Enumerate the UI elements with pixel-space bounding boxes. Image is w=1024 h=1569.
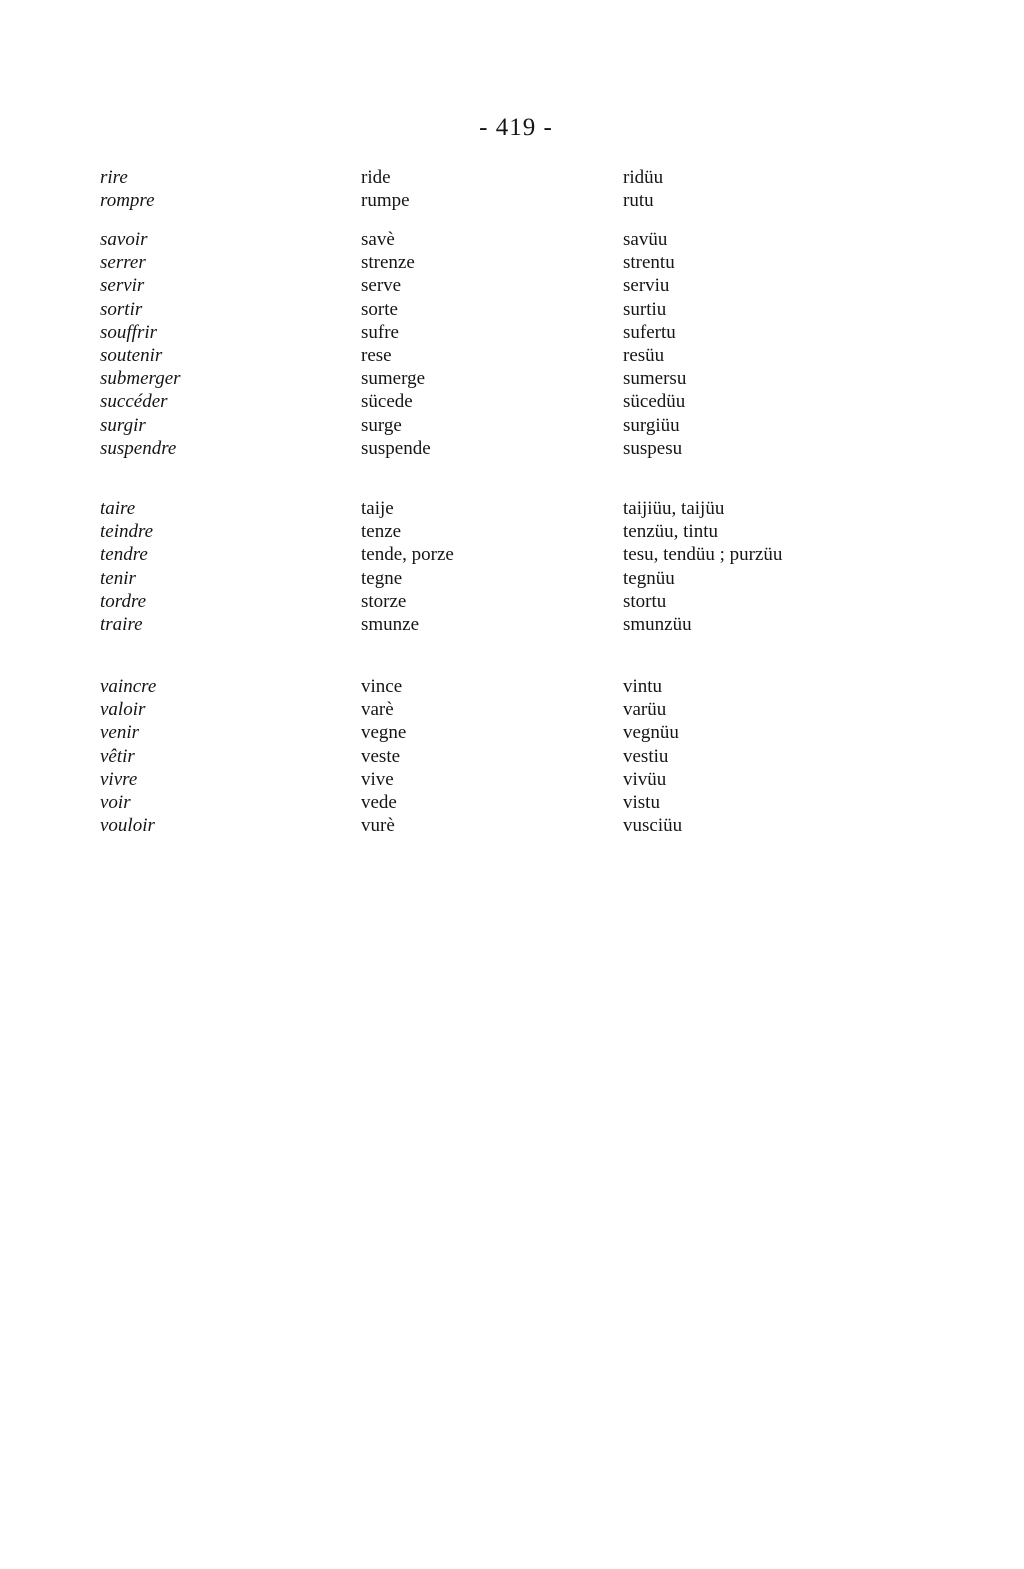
french-infinitive: venir: [100, 722, 140, 744]
french-infinitive: servir: [100, 275, 145, 297]
verb-group: [0, 228, 1024, 460]
verb-row: [0, 745, 1024, 768]
verb-group: [0, 675, 1024, 837]
dialect-past-participle: tegnüu: [623, 567, 675, 589]
dialect-past-participle: sufertu: [623, 321, 676, 343]
french-infinitive: sortir: [100, 298, 143, 320]
dialect-present-form: vede: [361, 791, 397, 813]
verb-row: [0, 166, 1024, 189]
dialect-past-participle: savüu: [623, 229, 668, 250]
french-infinitive: teindre: [100, 521, 154, 543]
dialect-past-participle: suspesu: [623, 437, 683, 459]
french-infinitive: rompre: [100, 190, 155, 212]
dialect-past-participle: sumersu: [623, 368, 687, 390]
french-infinitive: valoir: [100, 699, 146, 721]
verb-row: [0, 321, 1024, 344]
french-infinitive: serrer: [100, 252, 146, 274]
verb-row: [0, 367, 1024, 390]
verb-row: [0, 390, 1024, 413]
dialect-past-participle: vintu: [623, 676, 663, 697]
verb-row: [0, 437, 1024, 460]
french-infinitive: savoir: [100, 229, 148, 250]
dialect-present-form: tegne: [361, 567, 403, 589]
dialect-past-participle: surgiüu: [623, 414, 680, 436]
dialect-past-participle: serviu: [623, 275, 670, 297]
verb-row: [0, 613, 1024, 636]
french-infinitive: traire: [100, 613, 143, 635]
french-infinitive: tenir: [100, 567, 136, 589]
dialect-present-form: strenze: [361, 252, 415, 274]
french-infinitive: taire: [100, 498, 136, 519]
verb-group: [0, 166, 1024, 212]
dialect-past-participle: vusciüu: [623, 815, 683, 837]
dialect-present-form: suspende: [361, 437, 431, 459]
verb-row: [0, 497, 1024, 520]
french-infinitive: vouloir: [100, 815, 155, 837]
dialect-present-form: sücede: [361, 391, 413, 413]
dialect-past-participle: ridüu: [623, 167, 664, 188]
dialect-present-form: storze: [361, 590, 407, 612]
dialect-present-form: veste: [361, 745, 401, 767]
dialect-present-form: ride: [361, 167, 391, 188]
verb-row: [0, 228, 1024, 251]
dialect-present-form: sorte: [361, 298, 398, 320]
dialect-present-form: vegne: [361, 722, 407, 744]
french-infinitive: submerger: [100, 368, 181, 390]
dialect-present-form: serve: [361, 275, 402, 297]
dialect-past-participle: taijiüu, taijüu: [623, 498, 725, 519]
dialect-present-form: vive: [361, 768, 394, 790]
french-infinitive: vêtir: [100, 745, 135, 767]
dialect-past-participle: vestiu: [623, 745, 669, 767]
dialect-present-form: sufre: [361, 321, 399, 343]
french-infinitive: tordre: [100, 590, 147, 612]
verb-row: [0, 675, 1024, 698]
verb-row: [0, 721, 1024, 744]
dialect-past-participle: sücedüu: [623, 391, 686, 413]
dialect-present-form: tende, porze: [361, 544, 454, 566]
french-infinitive: rire: [100, 167, 128, 188]
verb-row: [0, 590, 1024, 613]
verb-row: [0, 791, 1024, 814]
dialect-present-form: vince: [361, 676, 403, 697]
dialect-past-participle: stortu: [623, 590, 667, 612]
dialect-present-form: taije: [361, 498, 394, 519]
french-infinitive: suspendre: [100, 437, 177, 459]
verb-row: [0, 274, 1024, 297]
french-infinitive: souffrir: [100, 321, 158, 343]
dialect-past-participle: smunzüu: [623, 613, 692, 635]
dialect-present-form: rumpe: [361, 190, 410, 212]
dialect-present-form: vurè: [361, 815, 395, 837]
verb-row: [0, 814, 1024, 837]
dialect-past-participle: resüu: [623, 344, 665, 366]
dialect-present-form: sumerge: [361, 368, 426, 390]
verb-row: [0, 298, 1024, 321]
dialect-present-form: rese: [361, 344, 392, 366]
french-infinitive: surgir: [100, 414, 146, 436]
french-infinitive: vaincre: [100, 676, 157, 697]
verb-row: [0, 414, 1024, 437]
verb-group: [0, 497, 1024, 636]
dialect-past-participle: vegnüu: [623, 722, 679, 744]
french-infinitive: vivre: [100, 768, 138, 790]
verb-row: [0, 344, 1024, 367]
verb-row: [0, 768, 1024, 791]
verb-row: [0, 189, 1024, 212]
dialect-past-participle: rutu: [623, 190, 654, 212]
dialect-past-participle: tenzüu, tintu: [623, 521, 718, 543]
french-infinitive: voir: [100, 791, 131, 813]
verb-row: [0, 543, 1024, 566]
french-infinitive: succéder: [100, 391, 168, 413]
dialect-past-participle: varüu: [623, 699, 667, 721]
dialect-past-participle: vivüu: [623, 768, 667, 790]
verb-row: [0, 698, 1024, 721]
dialect-present-form: tenze: [361, 521, 402, 543]
dialect-past-participle: surtiu: [623, 298, 667, 320]
dialect-past-participle: tesu, tendüu ; purzüu: [623, 544, 783, 566]
dialect-past-participle: vistu: [623, 791, 660, 813]
page-number: - 419 -: [479, 114, 553, 141]
dialect-present-form: smunze: [361, 613, 420, 635]
dialect-present-form: surge: [361, 414, 402, 436]
verb-row: [0, 567, 1024, 590]
dialect-present-form: varè: [361, 699, 394, 721]
french-infinitive: soutenir: [100, 344, 163, 366]
dialect-present-form: savè: [361, 229, 395, 250]
verb-row: [0, 251, 1024, 274]
french-infinitive: tendre: [100, 544, 148, 566]
dialect-past-participle: strentu: [623, 252, 675, 274]
verb-row: [0, 520, 1024, 543]
